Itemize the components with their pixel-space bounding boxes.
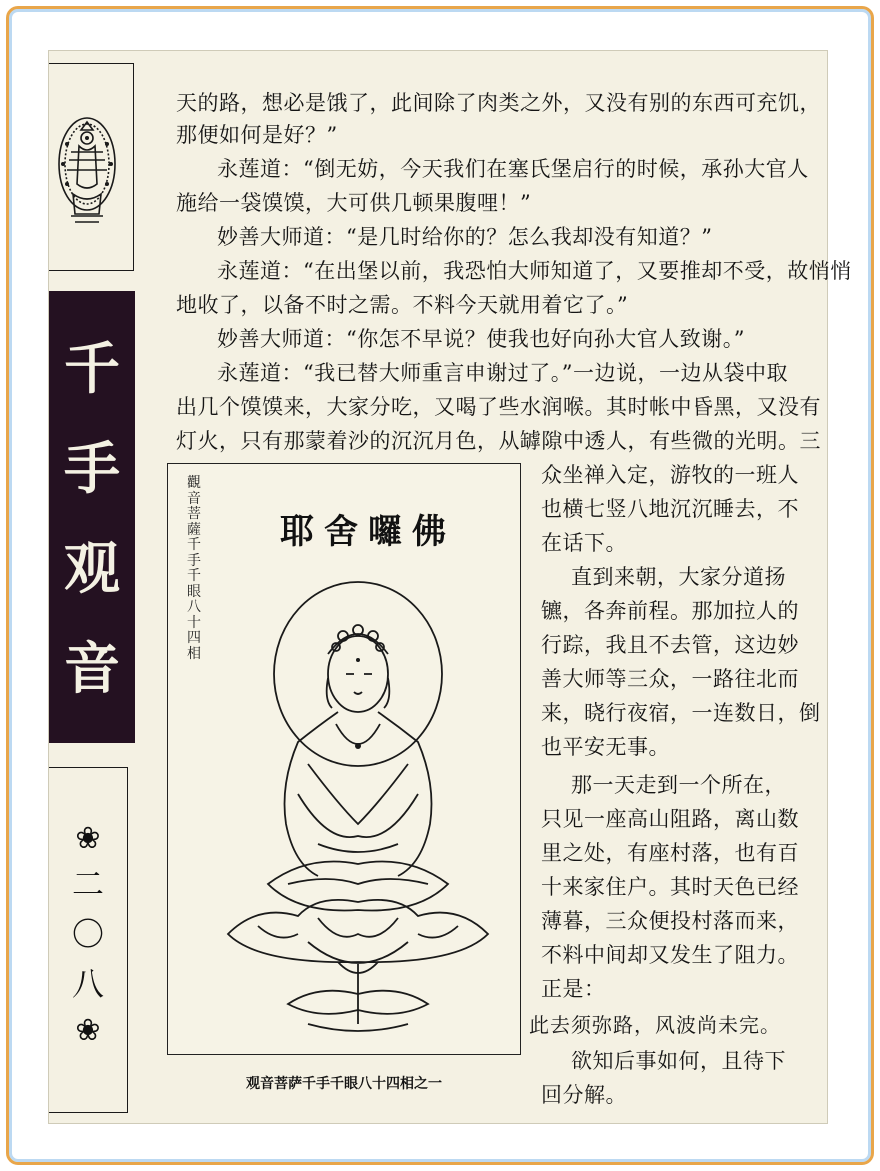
text-line: 来，晓行夜宿，一连数日，倒 [541,701,821,725]
book-title-char: 观 [64,536,120,602]
text-line: 里之处，有座村落，也有百 [541,841,799,865]
book-title-char: 音 [64,636,120,702]
text-line: 灯火，只有那蒙着沙的沉沉月色，从罅隙中透人，有些微的光明。三 [176,429,821,453]
text-line: 正是： [541,977,606,1001]
text-line: 妙善大师道：“你怎不早说？使我也好向孙大官人致谢。” [217,327,745,351]
sidebar-page-number-box [49,767,128,1113]
text-line: 在话下。 [541,531,627,555]
page-number-char: 〇 [71,915,104,953]
text-line: 施给一袋馍馍，大可供几顿果腹哩！” [176,191,532,215]
illustration-vertical-label: 觀音菩薩千手千眼八十四相 [187,475,201,662]
text-line: 天的路，想必是饿了，此间除了肉类之外，又没有别的东西可充饥， [176,91,821,115]
book-page [48,50,852,1124]
flower-ornament-icon: ❀ [75,821,101,856]
text-line: 欲知后事如何，且待下 [571,1049,786,1073]
text-line: 镳，各奔前程。那加拉人的 [541,599,799,623]
sidebar-title-panel [49,291,135,743]
text-line: 十来家住户。其时天色已经 [541,875,799,899]
illustration-caption: 观音菩萨千手千眼八十四相之一 [246,1076,442,1092]
text-line: 永莲道：“倒无妨，今天我们在塞氏堡启行的时候，承孙大官人 [217,157,809,181]
text-line: 回分解。 [541,1083,627,1107]
text-line: 也横七竖八地沉沉睡去，不 [541,497,799,521]
page-number-char: 二 [71,865,104,903]
text-line: 行踪，我且不去管，这边妙 [541,633,799,657]
text-line: 妙善大师道：“是几时给你的？怎么我却没有知道？” [217,225,713,249]
text-line: 出几个馍馍来，大家分吃，又喝了些水润喉。其时帐中昏黑，又没有 [176,395,821,419]
text-line: 永莲道：“在出堡以前，我恐怕大师知道了，又要推却不受，故悄悄 [217,259,852,283]
text-line: 善大师等三众，一路往北而 [541,667,799,691]
text-line: 那一天走到一个所在， [571,773,786,797]
poem-line: 此去须弥路，风波尚未完。 [529,1013,781,1037]
seated-buddha-drawing-icon [168,464,520,1054]
page-number-char: 八 [71,965,104,1003]
text-line: 也平安无事。 [541,735,670,759]
text-line: 永莲道：“我已替大师重言申谢过了。”一边说，一边从袋中取 [217,361,788,385]
buddha-illustration [167,463,521,1055]
book-title-char: 千 [64,336,120,402]
sidebar-emblem-box [49,63,134,271]
text-line: 众坐禅入定，游牧的一班人 [541,463,799,487]
book-title-char: 手 [64,436,120,502]
flower-ornament-icon: ❀ [75,1013,101,1048]
guanyin-emblem-icon [49,64,133,270]
illustration-seal-title: 耶舍囉佛 [280,512,456,552]
text-line: 直到来朝，大家分道扬 [571,565,786,589]
text-line: 薄暮，三众便投村落而来， [541,909,799,933]
text-line: 不料中间却又发生了阻力。 [541,943,799,967]
text-line: 地收了，以备不时之需。不料今天就用着它了。” [176,293,629,317]
text-line: 那便如何是好？” [176,123,338,147]
text-line: 只见一座高山阻路，离山数 [541,807,799,831]
